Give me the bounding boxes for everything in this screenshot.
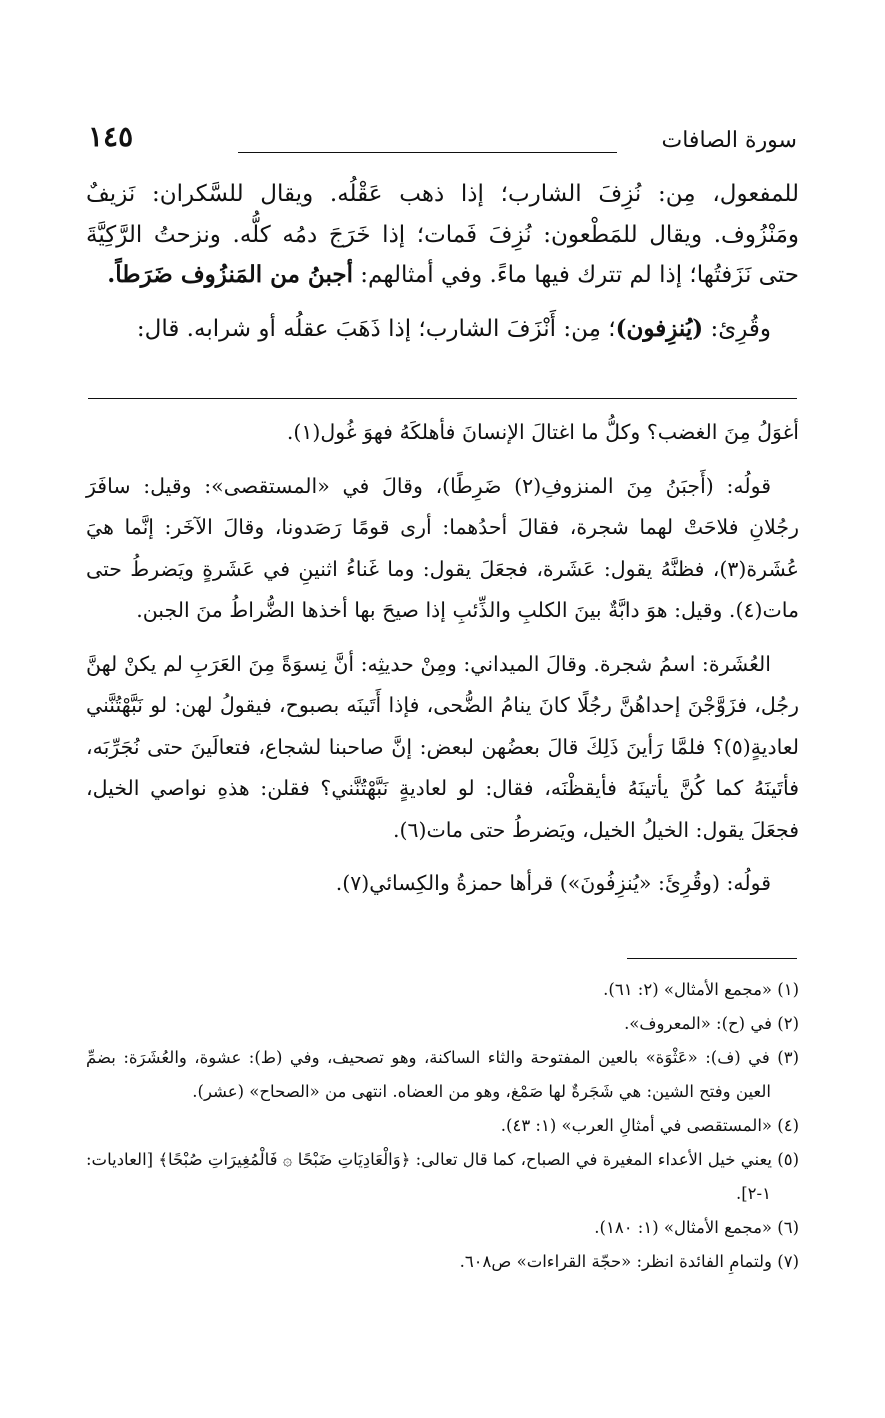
footnote: (٥) يعني خيل الأعداء المغيرة في الصباح، كما قال تعالى: ﴿وَالْعَادِيَاتِ ضَبْحًا ۞ فَالْمُغِيرَاتِ صُبْحًا﴾ [العاديات: ١-٢]. [86, 1150, 799, 1203]
footnote: (٤) «المستقصى في أمثالِ العرب» (١: ٤٣). [500, 1116, 799, 1135]
main-text-span: ؛ مِن: أَنْزَفَ الشارب؛ إذا ذَهَبَ عقلُه أو شرابه. قال: [136, 315, 616, 342]
main-text [86, 174, 799, 349]
footnote: (١) «مجمع الأمثال» (٢: ٦١). [603, 980, 799, 999]
commentary-text [86, 412, 799, 917]
main-paragraph-1 [86, 174, 799, 296]
page-number: ١٤٥ [88, 120, 134, 153]
surah-title: سورة الصافات [661, 128, 797, 153]
commentary-paragraph: العُشَرة: اسمُ شجرة. وقالَ الميداني: ومِنْ حديثِه: أنَّ نِسوَةً مِنَ العَرَبِ لم يكنْ لهنَّ رجُل، فزَوَّجْنَ إحداهُنَّ رجُلًا كانَ ينامُ الضُّحى، فإذا أَتَينَه بصبوح، فيقولُ لهن: لو نَبَّهْتُنَّني لعاديةٍ(٥)؟ فلمَّا رَأينَ ذَلِكَ قالَ بعضُهن لبعض: إنَّ صاحبنا لشجاع، فتعالَينَ حتى نُجَرِّبَه، فأتَينَهُ كما كُنَّ يأتينَهُ فأيقظْنَه، فقال: لو لعاديةٍ نَبَّهْتُنَّني؟ فقلن: هذهِ نواصي الخيل، فجعَلَ يقول: الخيلُ الخيل، ويَضرطُ حتى مات(٦). [86, 651, 799, 842]
main-line: تترك فيها ماءً. وفي أمثالهم: [353, 262, 623, 288]
footnote-rule [627, 958, 797, 959]
main-line: للمفعول، مِن: نُزِفَ الشارب؛ إذا ذهب عَقْلُه. ويقال للسَّكران: نَزيفٌ ومَنْزُوف. [86, 181, 800, 248]
footnote: (٦) «مجمع الأمثال» (١: ١٨٠). [594, 1218, 799, 1237]
running-header [88, 120, 797, 160]
qiraah-highlight: (يُنزِفون) [615, 314, 704, 342]
footnote: (٧) ولتمامِ الفائدة انظر: «حجّة القراءات» ص٦٠٨. [459, 1252, 799, 1271]
main-text-span: وقُرِئ: [703, 315, 771, 342]
commentary-paragraph: قولُه: (أَجبَنُ مِنَ المنزوفِ(٢) ضَرِطًا)، وقالَ في «المستقصى»: وقيل: سافَرَ رجُلانِ فلاحَتْ لهما شجرة، فقالَ أحدُهما: أرى قومًا رَصَدونا، وقالَ الآخَر: إنَّما هيَ عُشَرة(٣)، فظنَّهُ يقول: عَشَرة، فجعَلَ يقول: وما غَناءُ اثنينِ في عَشَرةٍ ويَضرطُ حتى مات(٤). وقيل: هوَ دابَّةٌ بينَ الكلبِ والذِّئبِ إذا صيحَ بها أخذها الضُّراطُ منَ الجبن. [86, 473, 799, 622]
main-line: ويقال للمَطْعون: نُزِفَ فَمات؛ إذا خَرَجَ دمُه كلُّه. ونزحتُ الرَّكِيَّةَ حتى نَزَفتُها؛ إذا لم [86, 221, 799, 288]
commentary-paragraph: أغوَلُ مِنَ الغضب؟ وكلُّ ما اغتالَ الإنسانَ فأهلكَهُ فهوَ غُول(١). [286, 420, 799, 444]
commentary-paragraph: قولُه: (وقُرِئَ: «يُنزِفُونَ») قرأها حمزةُ والكِسائي(٧). [335, 871, 771, 895]
proverb-highlight: أجبنُ من المَنزُوف ضَرَطاً. [107, 261, 353, 288]
footnote: (٣) في (ف): «عَثْوَة» بالعين المفتوحة والثاء الساكنة، وهو تصحيف، وفي (ط): عشوة، والعُشَرَة: بضمِّ العين وفتح الشين: هي شَجَرةٌ لها صَمْغ، وهو من العضاه. انتهى من «الصحاح» (عشر). [86, 1048, 799, 1101]
main-divider [88, 398, 797, 399]
main-paragraph-2 [86, 309, 799, 350]
footnote: (٢) في (ح): «المعروف». [624, 1014, 799, 1033]
footnotes [86, 973, 799, 1279]
header-rule [238, 152, 617, 153]
